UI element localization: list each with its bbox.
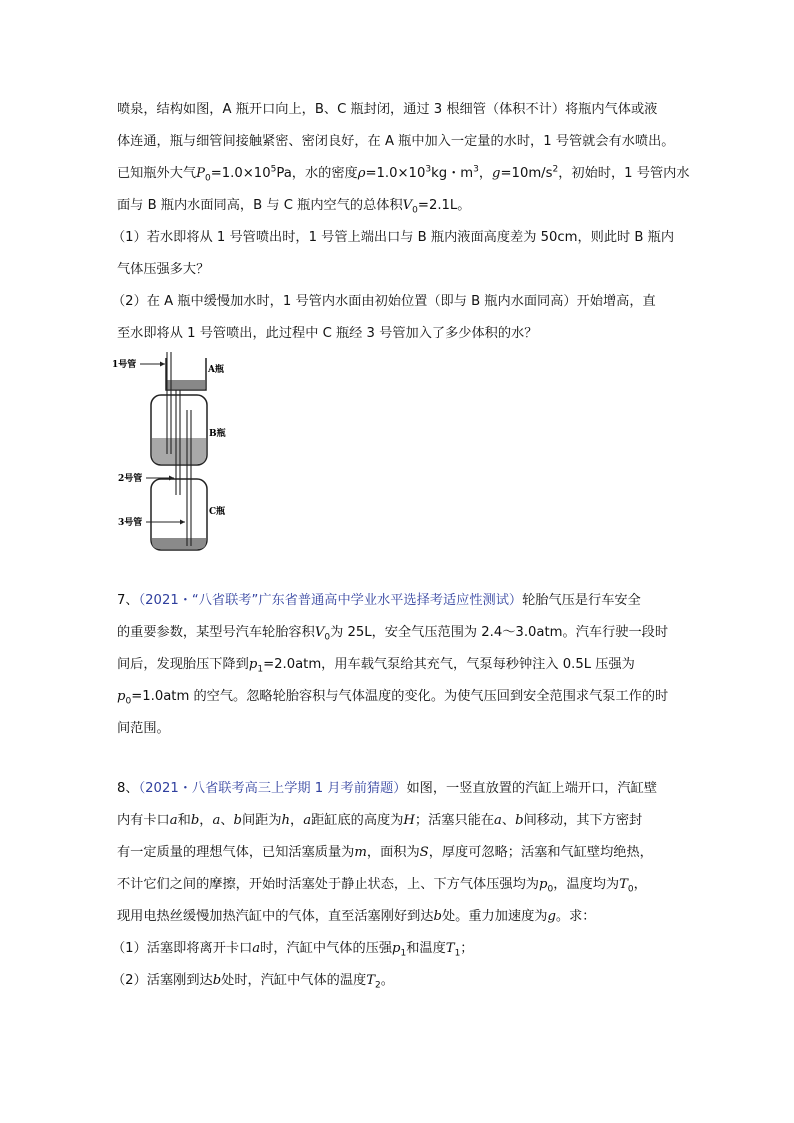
q8-line-1: 8、（2021・八省联考高三上学期 1 月考前猜题）如图，一竖直放置的汽缸上端开口，汽缸壁: [117, 781, 658, 796]
q6-line-2: 体连通，瓶与细管间接触紧密、密闭良好，在 A 瓶中加入一定量的水时，1 号管就会有水喷出。: [117, 134, 675, 149]
q8-source: （2021・八省联考高三上学期 1 月考前猜题）: [138, 781, 407, 796]
q8-part1: （1）活塞即将离开卡口a时，汽缸中气体的压强$p_1$和温度$T_1$；: [112, 941, 474, 959]
q8-line-3: 有一定质量的理想气体，已知活塞质量为m，面积为S，厚度可忽略；活塞和气缸壁均绝热，: [117, 845, 653, 860]
bottle-c-water: [152, 538, 206, 549]
q6-part1-line-2: 气体压强多大？: [117, 262, 210, 277]
label-tube-2: 2号管: [118, 474, 143, 484]
bottle-a-water: [167, 380, 205, 389]
q7-line-3: 间后，发现胎压下降到$p_1=2.0atm$，用车载气泵给其充气，气泵每秒钟注入 0.5L 压强为: [117, 657, 635, 675]
q7-source: （2021・“八省联考”广东省普通高中学业水平选择考适应性测试）: [138, 593, 523, 608]
q8-line-5: 现用电热丝缓慢加热汽缸中的气体，直至活塞刚好到达b处。重力加速度为g。求：: [117, 909, 596, 924]
bottle-b-water: [152, 438, 206, 464]
q6-line-3: 已知瓶外大气$P_0=1.0\times 10^5Pa$，水的密度$\rho=1.0\times 10^3kg$・$m^3$，$g=10m/s^2$，初始时，1 号管内水: [117, 164, 690, 184]
q6-part2-line-2: 至水即将从 1 号管喷出，此过程中 C 瓶经 3 号管加入了多少体积的水？: [117, 326, 538, 341]
q7-line-2: 的重要参数，某型号汽车轮胎容积$V_0$为 25L，安全气压范围为 2.4～3.0atm。汽车行驶一段时: [117, 625, 669, 643]
q7-line-5: 间范围。: [117, 721, 170, 736]
fountain-bottles-diagram: [110, 350, 226, 560]
label-tube-3: 3号管: [118, 518, 143, 528]
label-bottle-a: A瓶: [208, 365, 224, 375]
q8-line-4: 不计它们之间的摩擦，开始时活塞处于静止状态，上、下方气体压强均为$p_0$，温度均为$T_0$，: [117, 877, 647, 895]
q7-line-1: 7、（2021・“八省联考”广东省普通高中学业水平选择考适应性测试）轮胎气压是行车安全: [117, 593, 641, 608]
q8-line-2: 内有卡口a和b，a、b间距为h，a距缸底的高度为H；活塞只能在a、b间移动，其下方密封: [117, 813, 643, 828]
q7-line-4: $p_0=1.0atm$ 的空气。忽略轮胎容积与气体温度的变化。为使气压回到安全范围求气泵工作的时: [117, 689, 669, 707]
label-bottle-b: B瓶: [209, 429, 226, 439]
label-bottle-c: C瓶: [209, 507, 226, 517]
q8-part2: （2）活塞刚到达b处时，汽缸中气体的温度$T_2$。: [112, 973, 394, 991]
label-tube-1: 1号管: [112, 360, 137, 370]
q6-line-1: 喷泉，结构如图，A 瓶开口向上，B、C 瓶封闭，通过 3 根细管（体积不计）将瓶内气体或液: [117, 102, 658, 117]
q6-part1-line-1: （1）若水即将从 1 号管喷出时，1 号管上端出口与 B 瓶内液面高度差为 50cm，则此时 B 瓶内: [112, 230, 675, 245]
q6-part2-line-1: （2）在 A 瓶中缓慢加水时，1 号管内水面由初始位置（即与 B 瓶内水面同高）开始增高，直: [112, 294, 656, 309]
q6-line-4: 面与 B 瓶内水面同高，B 与 C 瓶内空气的总体积$V_0=2.1L$。: [117, 198, 471, 216]
